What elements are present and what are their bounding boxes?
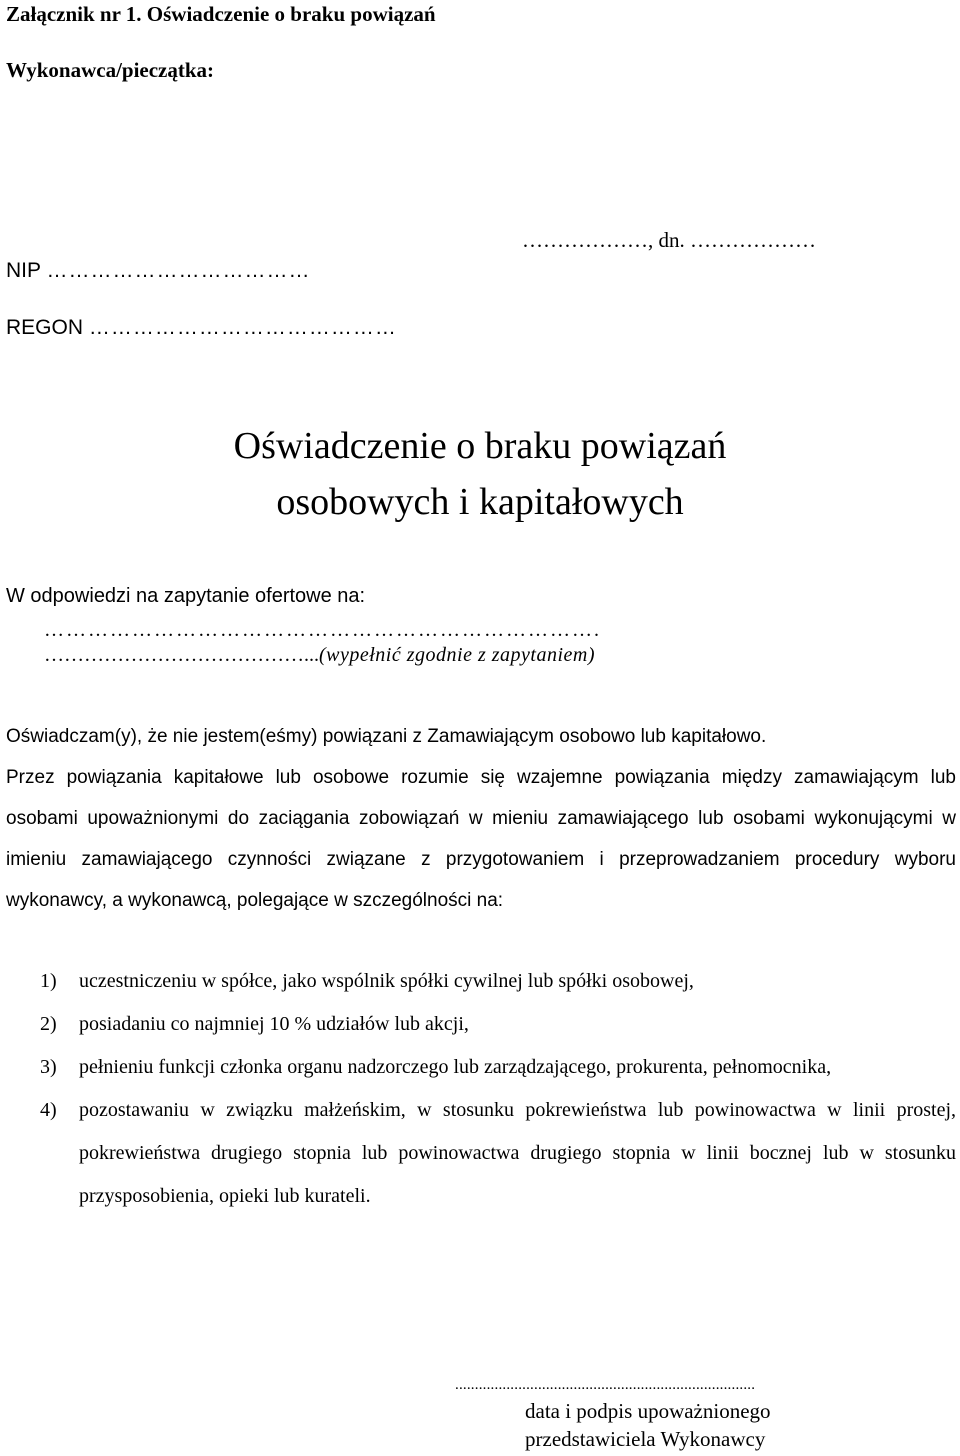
list-item-text: posiadaniu co najmniej 10 % udziałów lub akcji, — [79, 1013, 469, 1035]
declaration-paragraph — [6, 716, 956, 921]
contractor-stamp-label: Wykonawca/pieczątka: — [6, 58, 215, 82]
reference-hint: (wypełnić zgodnie z zapytaniem) — [319, 644, 595, 666]
nip-label: NIP — [6, 259, 41, 282]
relations-list — [6, 960, 956, 1218]
nip-dots: ……………………………… — [46, 259, 311, 282]
reference-intro: W odpowiedzi na zapytanie ofertowe na: — [6, 585, 366, 607]
list-item — [6, 960, 956, 1003]
declaration-body: Przez powiązania kapitałowe lub osobowe rozumie się wzajemne powiązania między zamawiającym lub osobami upoważnionymi do zaciągania zobowiązań w mieniu zamawiającego lub osobami wykonującymi w imieniu zamawiającego czynności związane z przygotowaniem i przeprowadzaniem procedury wyboru wykonawcy, a wykonawcą, polegające w szczególności na: — [6, 767, 956, 911]
list-item-number: 1) — [40, 970, 57, 992]
signature-dots: ............................................................................ — [455, 1377, 756, 1393]
reference-dots-line-2: …………………………………... — [44, 644, 319, 666]
signature-caption-line-1: data i podpis upoważnionego — [525, 1399, 771, 1423]
list-item-text: pełnieniu funkcji członka organu nadzorczego lub zarządzającego, prokurenta, pełnomocnika, — [79, 1056, 832, 1078]
list-item — [6, 1003, 956, 1046]
list-item — [6, 1089, 956, 1218]
list-item-text: uczestniczeniu w spółce, jako wspólnik spółki cywilnej lub spółki osobowej, — [79, 970, 694, 992]
list-item-number: 4) — [40, 1099, 57, 1121]
attachment-title: Załącznik nr 1. Oświadczenie o braku powiązań — [6, 2, 436, 26]
nip-field — [6, 259, 310, 283]
title-line-1: Oświadczenie o braku powiązań — [233, 425, 727, 467]
title-line-2: osobowych i kapitałowych — [276, 481, 684, 523]
list-item-number: 3) — [40, 1056, 57, 1078]
document-title — [0, 418, 960, 530]
place-date-field: ………………, dn. ……………… — [522, 228, 816, 252]
regon-dots: …………………………………… — [88, 316, 397, 339]
declaration-first-sentence: Oświadczam(y), że nie jestem(eśmy) powiązani z Zamawiającym osobowo lub kapitałowo. — [6, 726, 767, 747]
regon-label: REGON — [6, 316, 84, 339]
signature-caption-line-2: przedstawiciela Wykonawcy — [525, 1427, 766, 1451]
reference-hint-line — [44, 644, 595, 667]
list-item — [6, 1046, 956, 1089]
list-item-number: 2) — [40, 1013, 57, 1035]
list-item-text: pozostawaniu w związku małżeńskim, w stosunku pokrewieństwa lub powinowactwa w linii prostej, pokrewieństwa drugiego stopnia lub powinowactwa drugiego stopnia w linii bocznej lub w stosunku przysposobienia, opieki lub kurateli. — [79, 1099, 956, 1207]
regon-field — [6, 316, 397, 340]
reference-dots-line: …………………………………………………………………. — [44, 619, 601, 641]
